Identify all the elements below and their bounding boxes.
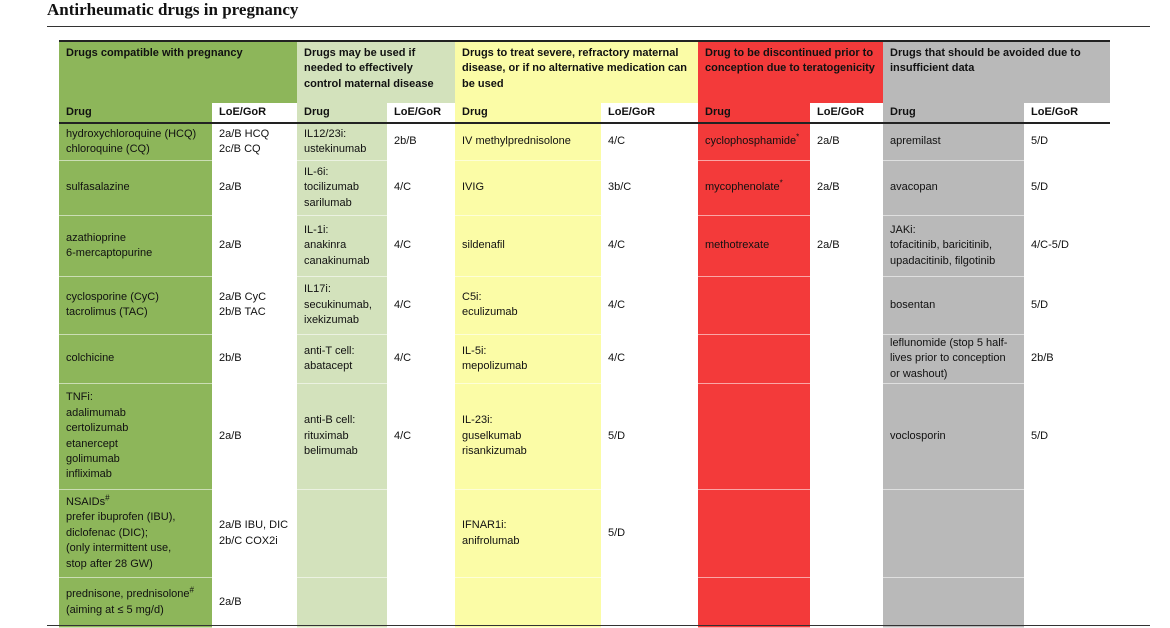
drug-cell: colchicine (59, 334, 212, 383)
category-may-be-used: Drugs may be used if needed to effectively control maternal disease (297, 41, 455, 103)
table-row (59, 384, 1110, 490)
drug-cell: apremilast (883, 123, 1024, 160)
loe-cell: 4/C (601, 123, 698, 160)
table-row (59, 123, 1110, 160)
drug-cell: C5i: eculizumab (455, 276, 601, 334)
loe-cell (1024, 578, 1110, 628)
drug-cell: voclosporin (883, 384, 1024, 490)
loe-cell: 2a/B HCQ 2c/B CQ (212, 123, 297, 160)
drug-cell (297, 578, 387, 628)
loe-cell (810, 334, 883, 383)
drug-cell (297, 490, 387, 578)
loe-cell: 2a/B (810, 215, 883, 276)
drug-cell: cyclosporine (CyC) tacrolimus (TAC) (59, 276, 212, 334)
drug-cell: sildenafil (455, 215, 601, 276)
drug-cell (883, 578, 1024, 628)
drug-cell: TNFi: adalimumab certolizumab etanercept golimumab infliximab (59, 384, 212, 490)
drugs-table (59, 40, 1110, 628)
table-row (59, 578, 1110, 628)
loe-cell: 5/D (1024, 384, 1110, 490)
loe-cell (601, 578, 698, 628)
loe-cell (810, 490, 883, 578)
loe-cell: 5/D (1024, 276, 1110, 334)
loe-cell: 4/C-5/D (1024, 215, 1110, 276)
loe-cell: 2a/B CyC 2b/B TAC (212, 276, 297, 334)
loe-cell (810, 276, 883, 334)
loe-cell: 4/C (601, 276, 698, 334)
drug-cell (698, 578, 810, 628)
drug-cell: IL17i: secukinumab, ixekizumab (297, 276, 387, 334)
loe-cell: 4/C (601, 215, 698, 276)
footnote-mark: # (189, 585, 194, 595)
loe-cell: 2a/B (212, 215, 297, 276)
category-discontinue: Drug to be discontinued prior to conception due to teratogenicity (698, 41, 883, 103)
loe-cell (387, 578, 455, 628)
drug-cell: IL-6i: tocilizumab sarilumab (297, 160, 387, 215)
drug-name: methotrexate (705, 239, 770, 252)
drug-cell: avacopan (883, 160, 1024, 215)
loe-cell: 4/C (387, 334, 455, 383)
loe-cell: 4/C (387, 215, 455, 276)
col-header-drug: Drug (698, 103, 810, 123)
drug-cell: IL12/23i: ustekinumab (297, 123, 387, 160)
drug-cell (59, 578, 212, 628)
drug-note: (aiming at ≤ 5 mg/d) (66, 603, 164, 616)
footnote-mark: * (796, 132, 800, 142)
drug-cell: IVIG (455, 160, 601, 215)
loe-cell: 2a/B (810, 160, 883, 215)
top-rule (47, 26, 1150, 27)
loe-cell (810, 384, 883, 490)
bottom-rule (47, 625, 1150, 626)
drug-cell: hydroxychloroquine (HCQ) chloroquine (CQ) (59, 123, 212, 160)
loe-cell: 5/D (601, 384, 698, 490)
col-header-drug: Drug (883, 103, 1024, 123)
col-header-loe: LoE/GoR (1024, 103, 1110, 123)
loe-cell: 4/C (387, 160, 455, 215)
table-row (59, 490, 1110, 578)
table-row (59, 276, 1110, 334)
loe-cell: 2a/B IBU, DIC 2b/C COX2i (212, 490, 297, 578)
loe-cell: 2b/B (212, 334, 297, 383)
loe-cell (810, 578, 883, 628)
footnote-mark: # (105, 493, 110, 503)
category-compatible: Drugs compatible with pregnancy (59, 41, 297, 103)
category-header-row (59, 41, 1110, 103)
category-avoid: Drugs that should be avoided due to insufficient data (883, 41, 1110, 103)
drug-cell: bosentan (883, 276, 1024, 334)
loe-cell: 2a/B (810, 123, 883, 160)
loe-cell (387, 490, 455, 578)
drug-cell (455, 578, 601, 628)
drug-name: cyclophosphamide (705, 135, 797, 148)
drug-name: prednisone, prednisolone (66, 588, 190, 601)
category-severe: Drugs to treat severe, refractory maternal disease, or if no alternative medication can be used (455, 41, 698, 103)
drug-cell: anti-T cell: abatacept (297, 334, 387, 383)
col-header-drug: Drug (455, 103, 601, 123)
drug-cell: azathioprine 6-mercaptopurine (59, 215, 212, 276)
drug-cell: IFNAR1i: anifrolumab (455, 490, 601, 578)
col-header-drug: Drug (297, 103, 387, 123)
drug-cell (698, 334, 810, 383)
loe-cell: 5/D (1024, 160, 1110, 215)
column-header-row (59, 103, 1110, 123)
loe-cell: 4/C (601, 334, 698, 383)
loe-cell (1024, 490, 1110, 578)
col-header-drug: Drug (59, 103, 212, 123)
drug-cell: IV methylprednisolone (455, 123, 601, 160)
drug-cell (59, 490, 212, 578)
table-row (59, 160, 1110, 215)
drug-name: NSAIDs (66, 496, 106, 509)
drug-cell (698, 160, 810, 215)
drug-cell: IL-23i: guselkumab risankizumab (455, 384, 601, 490)
loe-cell: 5/D (601, 490, 698, 578)
drug-cell (698, 490, 810, 578)
drug-note: prefer ibuprofen (IBU), diclofenac (DIC); (only intermittent use, stop after 28 GW) (66, 511, 176, 570)
drug-name: mycophenolate (705, 181, 780, 194)
col-header-loe: LoE/GoR (387, 103, 455, 123)
drug-cell (883, 490, 1024, 578)
loe-cell: 4/C (387, 276, 455, 334)
loe-cell: 2a/B (212, 578, 297, 628)
loe-cell: 2a/B (212, 384, 297, 490)
drug-cell: IL-5i: mepolizumab (455, 334, 601, 383)
col-header-loe: LoE/GoR (601, 103, 698, 123)
loe-cell: 5/D (1024, 123, 1110, 160)
drug-cell: IL-1i: anakinra canakinumab (297, 215, 387, 276)
drug-cell (698, 123, 810, 160)
col-header-loe: LoE/GoR (810, 103, 883, 123)
drug-cell: JAKi: tofacitinib, baricitinib, upadacitinib, filgotinib (883, 215, 1024, 276)
loe-cell: 2b/B (387, 123, 455, 160)
drug-cell: sulfasalazine (59, 160, 212, 215)
loe-cell: 2a/B (212, 160, 297, 215)
table-row (59, 215, 1110, 276)
loe-cell: 3b/C (601, 160, 698, 215)
table-row (59, 334, 1110, 383)
drug-cell (698, 384, 810, 490)
drug-cell: leflunomide (stop 5 half- lives prior to conception or washout) (883, 334, 1024, 383)
loe-cell: 2b/B (1024, 334, 1110, 383)
col-header-loe: LoE/GoR (212, 103, 297, 123)
drug-cell: anti-B cell: rituximab belimumab (297, 384, 387, 490)
drug-cell (698, 276, 810, 334)
drug-cell (698, 215, 810, 276)
footnote-mark: * (779, 178, 783, 188)
page-title: Antirheumatic drugs in pregnancy (47, 0, 299, 19)
loe-cell: 4/C (387, 384, 455, 490)
